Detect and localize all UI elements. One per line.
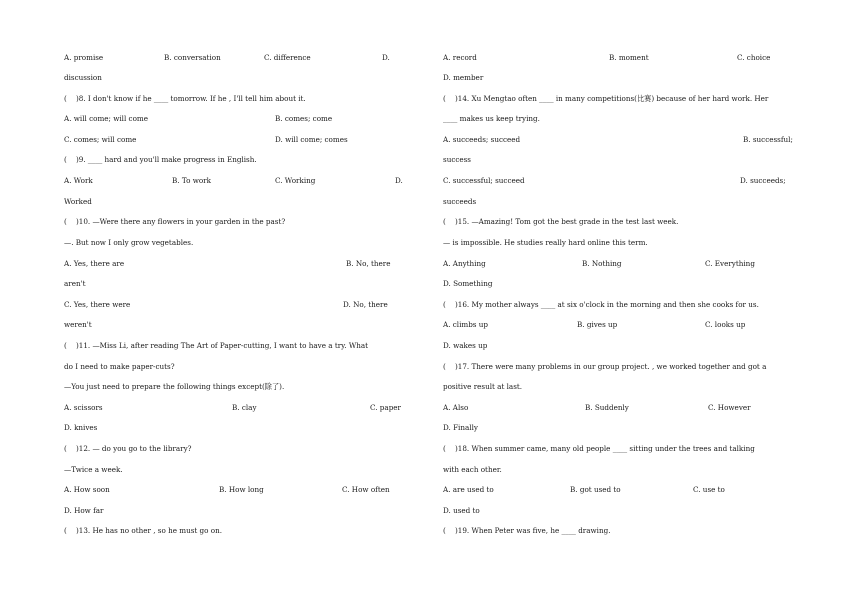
option-d: D. [382, 53, 390, 62]
option-d: D. Finally [443, 423, 478, 432]
option-b-continued: success [443, 155, 471, 164]
question-12: ( )12. — do you go to the library? [64, 444, 192, 453]
option-a: A. promise [64, 53, 104, 62]
option-c: C. Working [275, 176, 316, 185]
question-13: ( )13. He has no other , so he must go on. [64, 526, 223, 535]
option-c: C. use to [693, 485, 725, 494]
option-c: C. Yes, there were [64, 300, 131, 309]
option-b: B. To work [172, 176, 211, 185]
option-a: A. How soon [64, 485, 110, 494]
option-b: B. gives up [577, 320, 618, 329]
option-a: A. succeeds; succeed [443, 135, 521, 144]
question-19: ( )19. When Peter was five, he ____ drawing. [443, 526, 611, 535]
option-d: D. succeeds; [740, 176, 786, 185]
option-b: B. Suddenly [585, 403, 629, 412]
option-d-continued: weren't [64, 320, 92, 329]
question-8: ( )8. I don't know if he ____ tomorrow. If he , I'll tell him about it. [64, 94, 306, 103]
option-a: A. Yes, there are [64, 259, 125, 268]
option-d: D. No, there [343, 300, 388, 309]
question-14-line-2: ____ makes us keep trying. [443, 114, 540, 123]
option-c: C. How often [342, 485, 390, 494]
option-b: B. No, there [346, 259, 391, 268]
option-a: A. scissors [64, 403, 103, 412]
question-9: ( )9. ____ hard and you'll make progress in English. [64, 155, 257, 164]
question-18: ( )18. When summer came, many old people ____ sitting under the trees and talking [443, 444, 755, 453]
option-c: C. paper [370, 403, 401, 412]
option-b-continued: aren't [64, 279, 86, 288]
option-b: B. successful; [743, 135, 793, 144]
option-b: B. conversation [164, 53, 221, 62]
question-18-line-2: with each other. [443, 465, 502, 474]
option-a: A. Work [64, 176, 93, 185]
question-14: ( )14. Xu Mengtao often ____ in many competitions(比赛) because of her hard work. Her [443, 94, 769, 103]
option-d: D. knives [64, 423, 98, 432]
option-c: C. successful; succeed [443, 176, 525, 185]
question-15: ( )15. —Amazing! Tom got the best grade in the test last week. [443, 217, 679, 226]
option-a: A. record [443, 53, 477, 62]
option-c: C. However [708, 403, 751, 412]
option-a: A. Anything [443, 259, 486, 268]
option-d: D. [395, 176, 403, 185]
option-b: B. clay [232, 403, 257, 412]
option-a: A. Also [443, 403, 469, 412]
option-a: A. are used to [443, 485, 494, 494]
option-b: B. How long [219, 485, 264, 494]
option-d-continued: Worked [64, 197, 92, 206]
option-a: A. will come; will come [64, 114, 148, 123]
option-b: B. got used to [570, 485, 621, 494]
option-d: D. How far [64, 506, 104, 515]
question-11-line-2: do I need to make paper-cuts? [64, 362, 175, 371]
option-c: C. choice [737, 53, 771, 62]
question-10-line-2: —. But now I only grow vegetables. [64, 238, 194, 247]
option-c: C. looks up [705, 320, 746, 329]
option-d-continued: discussion [64, 73, 102, 82]
option-b: B. moment [609, 53, 649, 62]
option-d: D. wakes up [443, 341, 488, 350]
option-a: A. climbs up [443, 320, 489, 329]
question-11: ( )11. —Miss Li, after reading The Art of Paper-cutting, I want to have a try. What [64, 341, 369, 350]
option-d: D. member [443, 73, 484, 82]
option-d: D. used to [443, 506, 480, 515]
option-c: C. Everything [705, 259, 755, 268]
option-c: C. comes; will come [64, 135, 137, 144]
option-b: B. comes; come [275, 114, 333, 123]
option-d: D. will come; comes [275, 135, 348, 144]
option-b: B. Nothing [582, 259, 622, 268]
question-17: ( )17. There were many problems in our group project. , we worked together and got a [443, 362, 767, 371]
option-d-continued: succeeds [443, 197, 477, 206]
question-16: ( )16. My mother always ____ at six o'clock in the morning and then she cooks for us. [443, 300, 759, 309]
question-15-line-2: — is impossible. He studies really hard online this term. [443, 238, 648, 247]
option-d: D. Something [443, 279, 493, 288]
question-12-line-2: —Twice a week. [64, 465, 123, 474]
question-10: ( )10. —Were there any flowers in your garden in the past? [64, 217, 286, 226]
option-c: C. difference [264, 53, 311, 62]
question-17-line-2: positive result at last. [443, 382, 523, 391]
question-11-line-3: —You just need to prepare the following things except(除了). [64, 382, 285, 391]
